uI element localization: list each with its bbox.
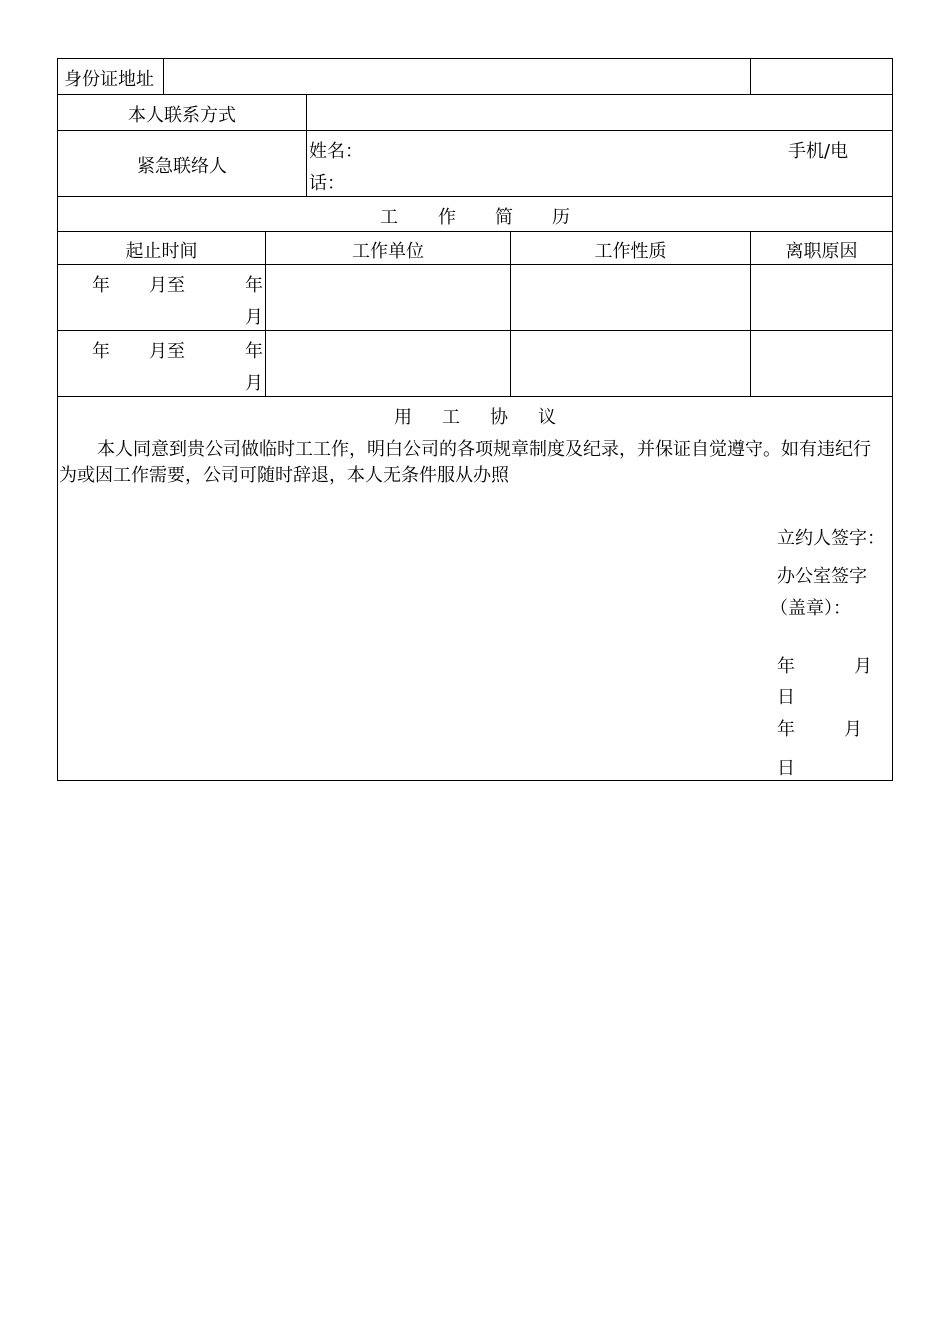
date-day: 日	[777, 758, 795, 779]
period-month-to: 月至	[149, 275, 185, 296]
emergency-phone-label-cont: 话：	[309, 173, 345, 194]
id-address-label: 身份证地址	[64, 69, 154, 90]
header-job-nature: 工作性质	[594, 241, 667, 262]
period-year-start: 年	[92, 341, 110, 362]
contact-label: 本人联系方式	[128, 105, 236, 126]
employer-field[interactable]	[266, 331, 510, 396]
emergency-name-label: 姓名：	[309, 141, 363, 162]
row-divider	[58, 231, 892, 232]
period-year-start: 年	[92, 275, 110, 296]
period-month-end: 月	[245, 373, 263, 394]
signer-label: 立约人签字：	[777, 528, 885, 549]
date-month: 月	[844, 719, 862, 740]
leave-reason-field[interactable]	[751, 331, 892, 396]
office-sign-label: 办公室签字	[777, 566, 867, 587]
date-year: 年	[777, 719, 795, 740]
emergency-contact-label: 紧急联络人	[137, 156, 227, 177]
emergency-phone-label: 手机/电	[788, 141, 849, 162]
date-month: 月	[854, 656, 872, 677]
date-day: 日	[777, 687, 795, 708]
contact-field[interactable]	[307, 95, 892, 130]
row-divider	[58, 130, 892, 131]
agreement-text: 本人同意到贵公司做临时工工作，明白公司的各项规章制度及纪录，并保证自觉遵守。如有违纪行为或因工作需要，公司可随时辞退，本人无条件服从办照	[59, 439, 871, 486]
id-address-field[interactable]	[164, 59, 750, 94]
row-divider	[58, 196, 892, 197]
header-employer: 工作单位	[352, 241, 424, 262]
period-month-to: 月至	[149, 341, 185, 362]
agreement-title-char: 议	[538, 407, 556, 428]
employer-field[interactable]	[266, 265, 510, 330]
work-history-title-char: 工	[380, 207, 398, 228]
job-nature-field[interactable]	[511, 331, 750, 396]
work-history-title-char: 历	[552, 207, 570, 228]
period-month-end: 月	[245, 307, 263, 328]
agreement-title-char: 协	[490, 407, 508, 428]
work-history-title-char: 作	[438, 207, 456, 228]
date-year: 年	[777, 656, 795, 677]
agreement-title-char: 工	[442, 407, 460, 428]
header-period: 起止时间	[125, 241, 198, 262]
photo-cell[interactable]	[751, 59, 892, 94]
period-year-end: 年	[245, 275, 263, 296]
office-seal-label: （盖章）：	[770, 598, 851, 619]
leave-reason-field[interactable]	[751, 265, 892, 330]
work-history-title-char: 简	[495, 207, 513, 228]
row-divider	[58, 396, 892, 397]
period-year-end: 年	[245, 341, 263, 362]
job-nature-field[interactable]	[511, 265, 750, 330]
header-leave-reason: 离职原因	[785, 241, 858, 262]
agreement-title-char: 用	[394, 407, 412, 428]
employment-form-table	[57, 58, 893, 781]
